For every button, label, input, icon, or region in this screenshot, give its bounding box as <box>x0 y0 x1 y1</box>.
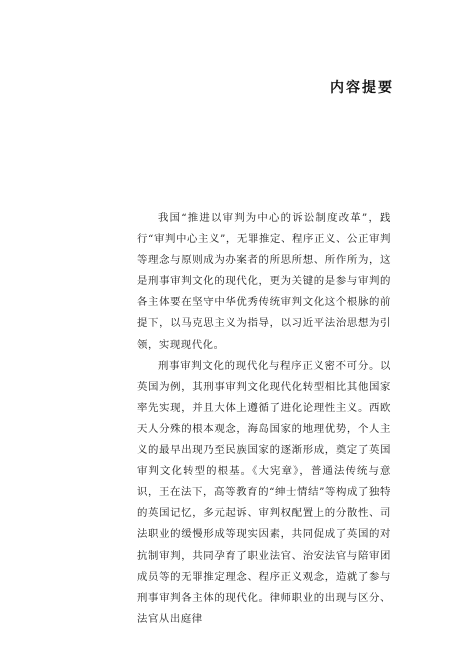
section-heading: 内容提要 <box>330 80 394 96</box>
paragraph-2: 刑事审判文化的现代化与程序正义密不可分。以英国为例，其刑事审判文化现代化转型相比其他国家率先实现，并且大体上遵循了进化论理性主义。西欧天人分殊的根本观念，海岛国家的地理优势，个人主义的最早出现乃至民族国家的逐渐形成，奠定了英国审判文化转型的根基。《大宪章》，普通法传统与意识，王在法下，高等教育的“绅士情结”等构成了独特的英国记忆，多元起诉、审判权配置上的分散性、司法职业的缓慢形成等现实因素，共同促成了英国的对抗制审判，共同孕育了职业法官、治安法官与陪审团成员等的无罪推定理念、程序正义观念，造就了参与刑事审判各主体的现代化。律师职业的出现与区分、法官从出庭律 <box>137 359 391 625</box>
body-text <box>137 208 391 630</box>
paragraph-1: 我国“推进以审判为中心的诉讼制度改革”，践行“审判中心主义”，无罪推定、程序正义、公正审判等理念与原则成为办案者的所思所想、所作所为，这是刑事审判文化的现代化，更为关键的是参与审判的各主体要在坚守中华优秀传统审判文化这个根脉的前提下，以马克思主义为指导，以习近平法治思想为引领，实现现代化。 <box>137 212 391 351</box>
